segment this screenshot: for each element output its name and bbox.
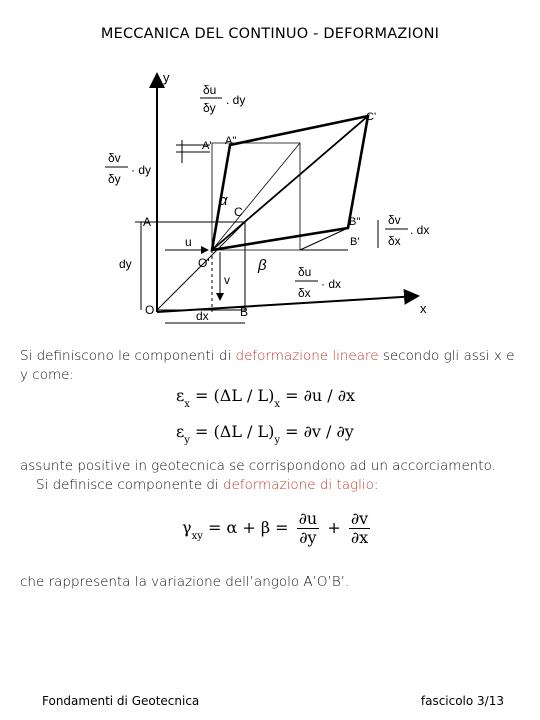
frac-dv-dx: $\frac{\partial v}{\partial x}$ [350,509,369,547]
frac-dx-den: δx [388,234,401,248]
label-a-dprime: A'' [225,135,237,147]
frac-dv-num-2: δv [388,213,401,227]
deformation-diagram [95,66,440,331]
formula-gamma: $\gamma_{xy} = \alpha + \beta$ = $\frac{\partial u}{\partial y}$ + $\frac{\partial v}{\partial x}$ [182,509,369,547]
label-dx: dx [196,309,209,323]
label-c-prime: C' [366,111,377,123]
term-deformazione-taglio: deformazione di taglio [222,477,374,493]
label-a-prime: A' [202,140,212,152]
frac-du-dy: $\frac{\partial u}{\partial y}$ [298,509,318,547]
label-a: A [143,215,152,229]
label-o-prime: O' [198,256,210,270]
label-c: C [234,205,243,219]
label-beta: β [258,257,267,274]
label-b-prime: B' [350,236,360,248]
label-u: u [185,235,192,249]
formula-eps-x: $\varepsilon_x = (\Delta L / L)_x = \partial u / \partial x$ [176,386,356,410]
formula-eps-y: $\varepsilon_y = (\Delta L / L)_y = \partial v / \partial y$ [176,422,354,446]
label-dot-dx: . dx [410,223,430,237]
label-times-dy: · dy [131,163,152,177]
footer-page: fascicolo 3/13 [420,694,504,708]
frac-dv-num: δv [108,151,121,165]
term-deformazione-lineare: deformazione lineare [235,348,379,364]
footer-course: Fondamenti di Geotecnica [42,694,200,708]
intro-paragraph: Si definiscono le componenti di deformazione lineare secondo gli assi x e y come: [20,348,515,383]
label-dot-dy: . dy [226,93,246,107]
frac-dx-den-2: δx [298,286,311,300]
assunte-paragraph: assunte positive in geotecnica se corrispondono ad un accorciamento. [20,458,496,474]
frac-dy-den: δy [203,101,216,115]
frac-dy-den-2: δy [108,172,121,186]
page-title: MECCANICA DEL CONTINUO - DEFORMAZIONI [100,26,440,42]
frac-du-num-2: δu [298,265,312,279]
taglio-paragraph: Si definisce componente di deformazione di taglio: [36,477,379,493]
frac-du-num: δu [203,83,217,97]
label-times-dx: · dx [321,277,342,291]
axis-x-label: x [420,301,427,316]
label-origin: O [145,303,155,317]
label-b-dprime: B'' [349,216,361,228]
label-alpha: α [219,192,228,209]
label-dy: dy [119,257,132,271]
label-b: B [240,305,249,319]
label-v: v [224,273,230,287]
closing-paragraph: che rappresenta la variazione dell’angolo A’O’B’. [20,574,350,590]
axis-y-label: y [163,70,170,85]
